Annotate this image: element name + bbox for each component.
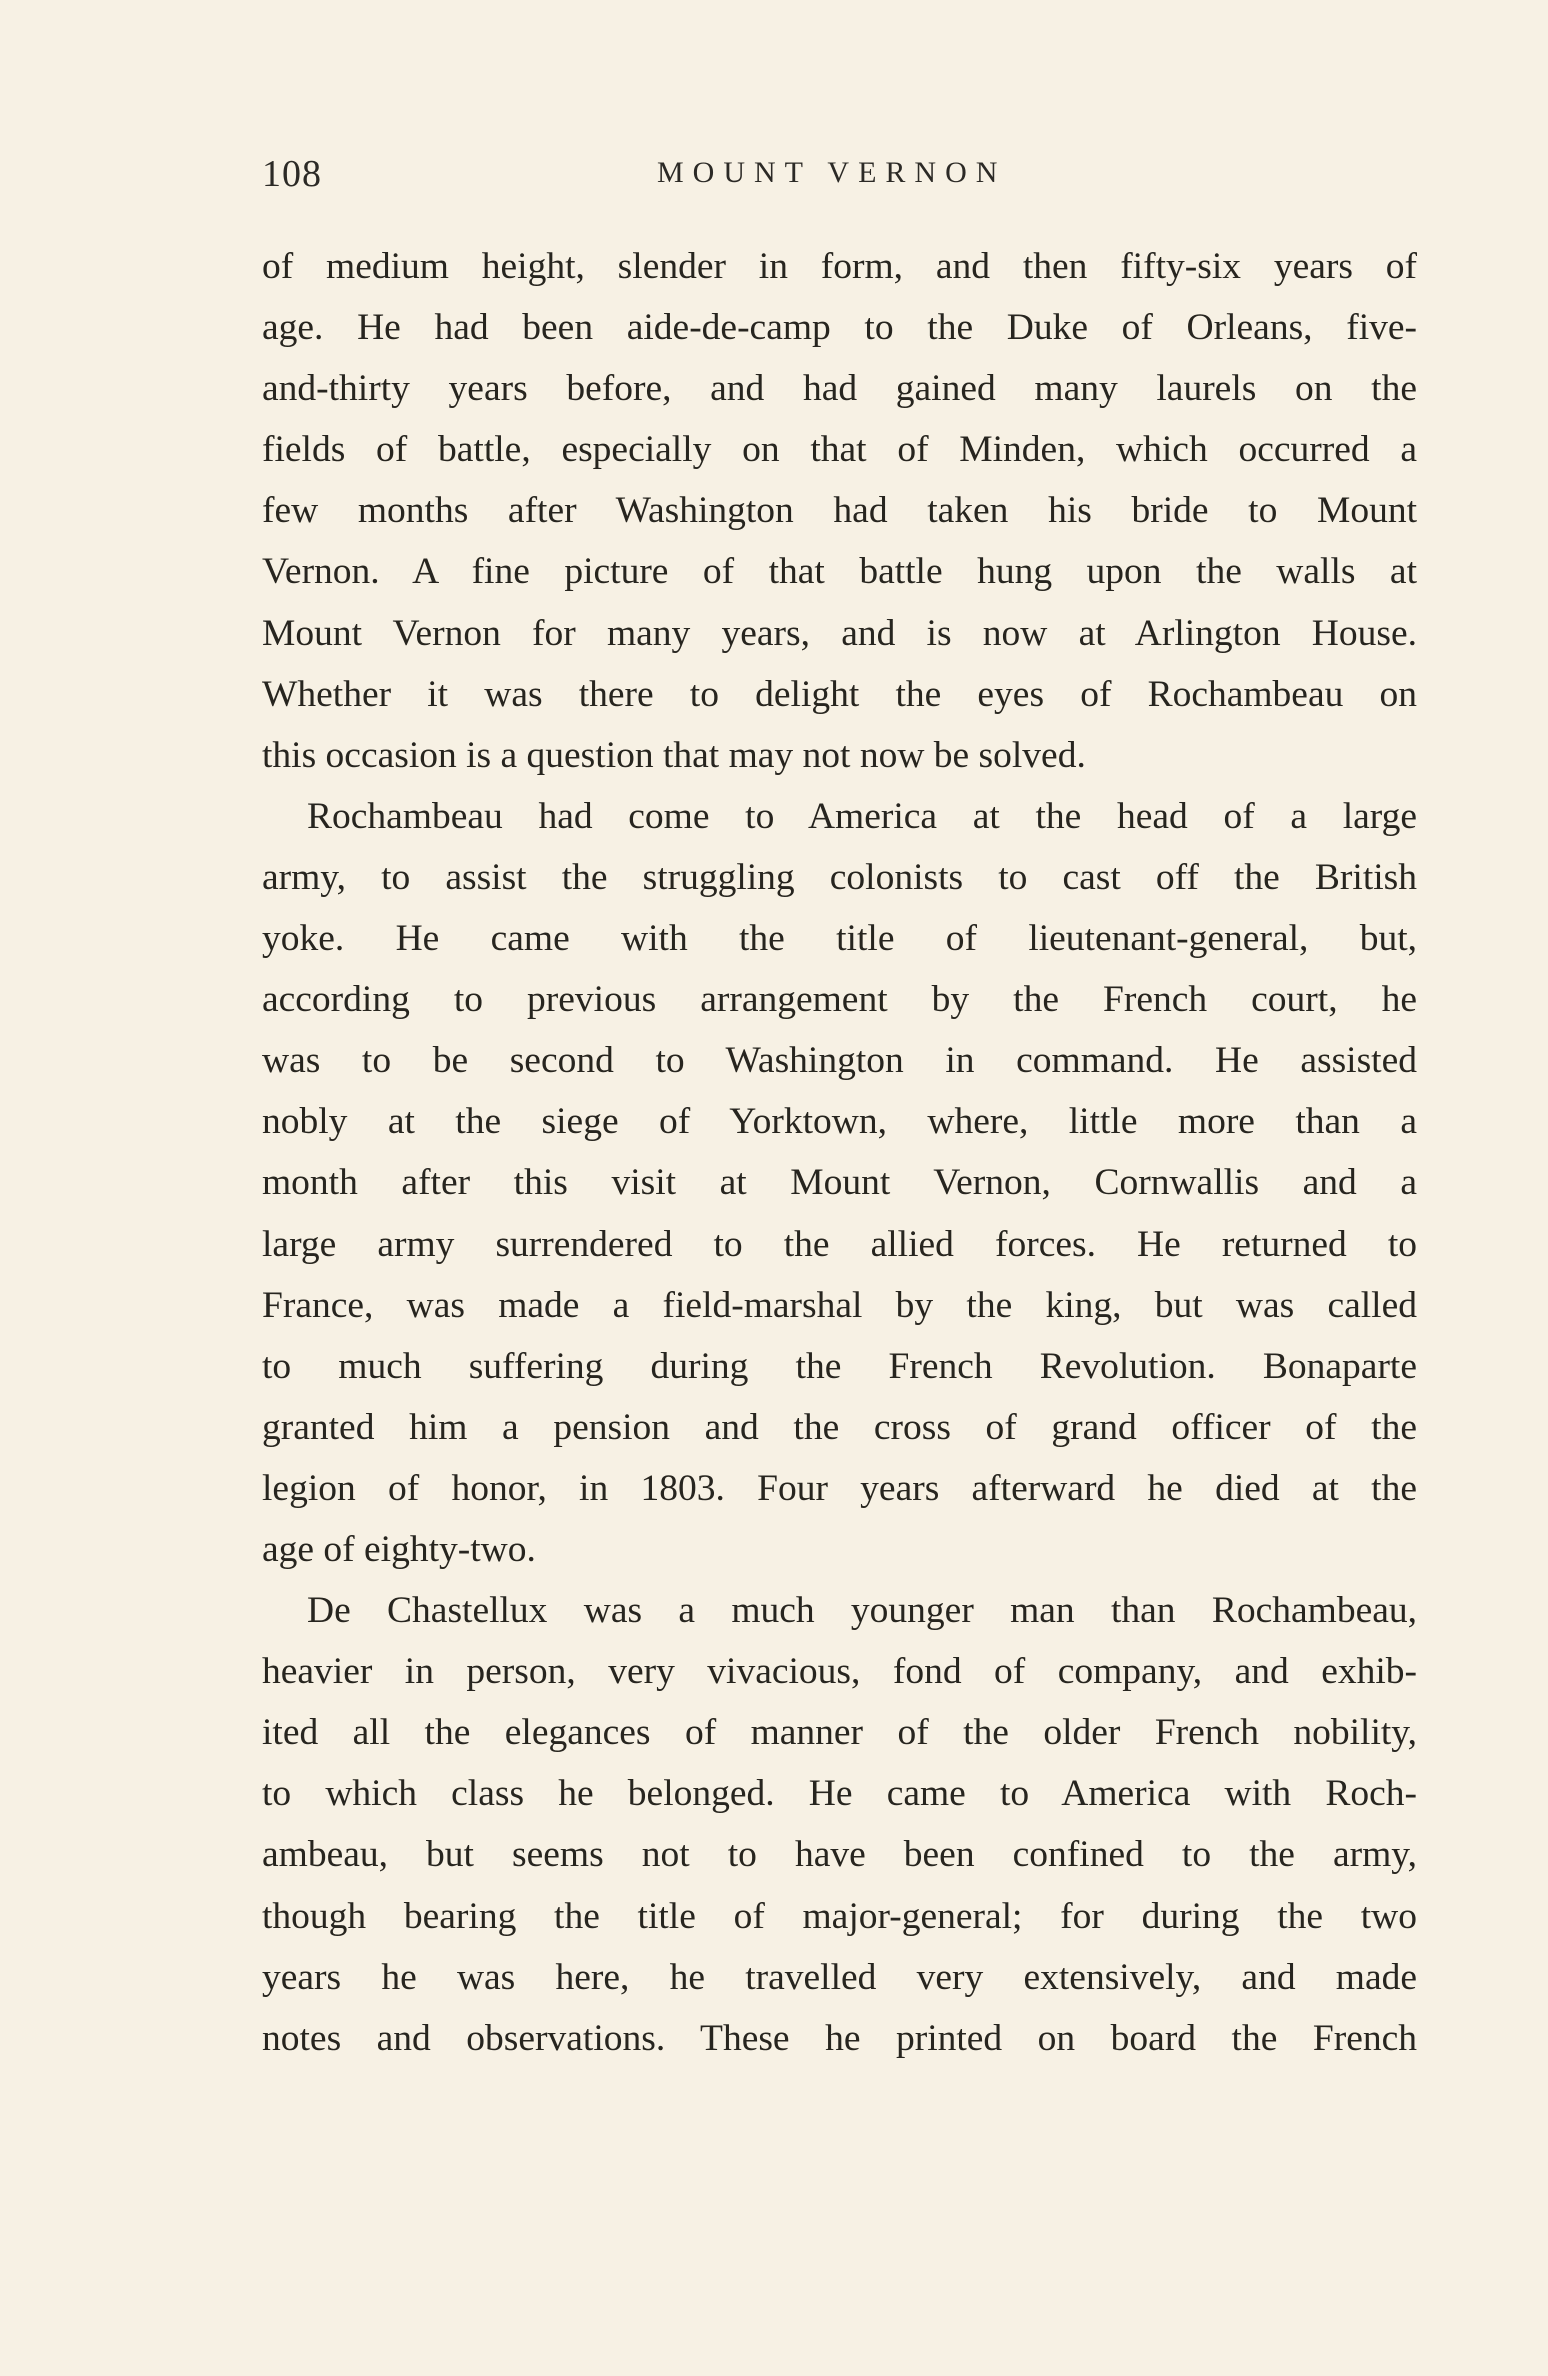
text-line: and-thirty years before, and had gained many laurels on the xyxy=(262,368,1417,410)
text-line: granted him a pension and the cross of grand officer of the xyxy=(262,1406,1417,1448)
text-line: according to previous arrangement by the French court, he xyxy=(262,979,1417,1021)
text-line: yoke. He came with the title of lieutenant-general, but, xyxy=(262,918,1417,960)
text-line: Rochambeau had come to America at the head of a large xyxy=(307,795,1417,837)
text-line: legion of honor, in 1803. Four years afterward he died at the xyxy=(262,1467,1417,1509)
text-line: ambeau, but seems not to have been confined to the army, xyxy=(262,1834,1417,1876)
text-line: of medium height, slender in form, and then fifty-six years of xyxy=(262,246,1417,287)
text-line: nobly at the siege of Yorktown, where, little more than a xyxy=(262,1101,1417,1143)
body-text xyxy=(262,236,1417,2069)
text-line: to which class he belonged. He came to America with Roch- xyxy=(262,1773,1417,1815)
text-line: month after this visit at Mount Vernon, Cornwallis and a xyxy=(262,1162,1417,1204)
text-line: age of eighty-two. xyxy=(262,1528,536,1570)
text-line: to much suffering during the French Revolution. Bonaparte xyxy=(262,1345,1417,1387)
text-line: this occasion is a question that may not now be solved. xyxy=(262,734,1086,776)
running-head xyxy=(262,152,1417,212)
text-line: ited all the elegances of manner of the older French nobility, xyxy=(262,1712,1417,1754)
page-number: 108 xyxy=(262,153,322,195)
text-line: Vernon. A fine picture of that battle hung upon the walls at xyxy=(262,551,1417,593)
text-line: age. He had been aide-de-camp to the Duke of Orleans, five- xyxy=(262,307,1417,349)
text-line: army, to assist the struggling colonists to cast off the British xyxy=(262,856,1417,898)
text-line: De Chastellux was a much younger man than Rochambeau, xyxy=(307,1590,1417,1632)
text-line: heavier in person, very vivacious, fond of company, and exhib- xyxy=(262,1651,1417,1693)
text-line: large army surrendered to the allied forces. He returned to xyxy=(262,1223,1417,1265)
text-line: years he was here, he travelled very extensively, and made xyxy=(262,1956,1417,1998)
text-line: few months after Washington had taken his bride to Mount xyxy=(262,490,1417,532)
text-line: Whether it was there to delight the eyes of Rochambeau on xyxy=(262,673,1417,715)
text-line: notes and observations. These he printed on board the French xyxy=(262,2017,1417,2059)
text-line: fields of battle, especially on that of Minden, which occurred a xyxy=(262,429,1417,471)
text-line: France, was made a field-marshal by the king, but was called xyxy=(262,1284,1417,1326)
text-line: Mount Vernon for many years, and is now at Arlington House. xyxy=(262,612,1417,654)
text-line: though bearing the title of major-general; for during the two xyxy=(262,1895,1417,1937)
text-line: was to be second to Washington in command. He assisted xyxy=(262,1040,1417,1082)
running-title: MOUNT VERNON xyxy=(657,156,1007,189)
